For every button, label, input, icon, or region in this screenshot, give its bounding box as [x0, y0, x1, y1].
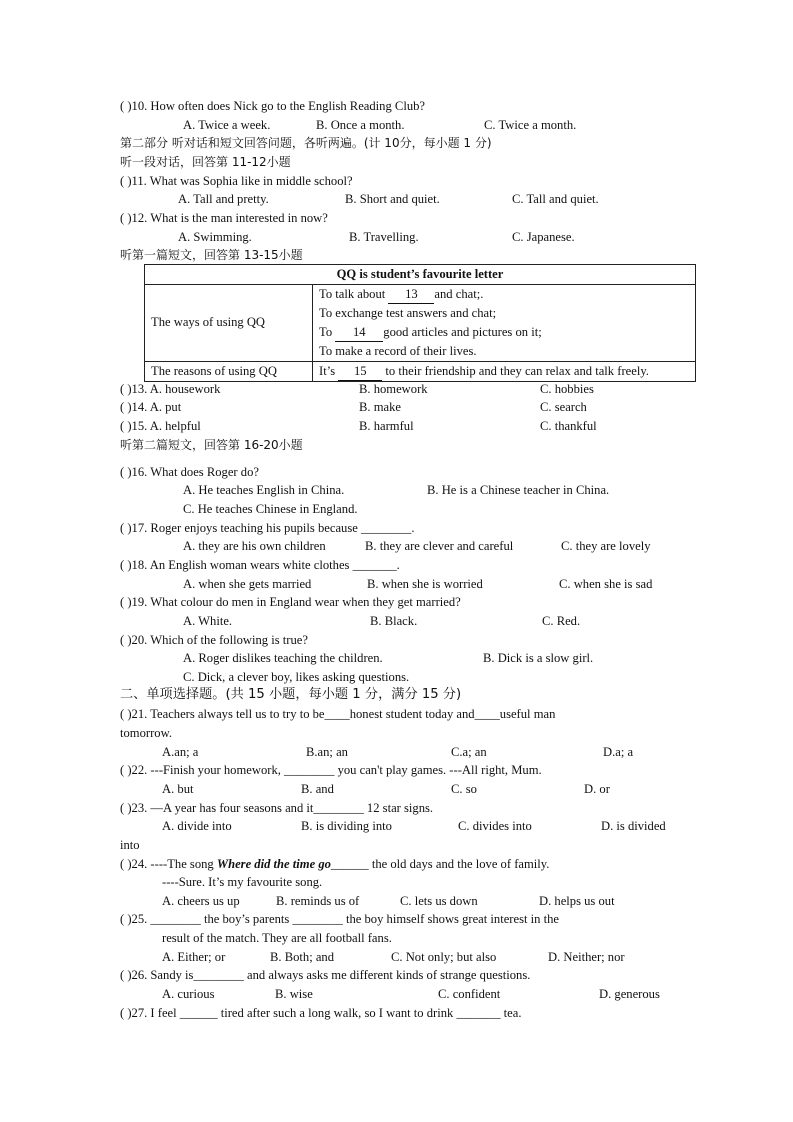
q20-option-b: B. Dick is a slow girl.: [483, 651, 594, 665]
q26-option-b: B. wise: [275, 987, 313, 1001]
q19-option-a: A. White.: [183, 614, 233, 628]
q26-option-c: C. confident: [438, 987, 501, 1001]
qq-table: [144, 264, 696, 382]
q14-stem: ( )14. A. put: [120, 400, 182, 414]
q23-option-c: C. divides into: [458, 819, 532, 833]
q10-option-a: A. Twice a week.: [183, 118, 271, 132]
q12-stem: ( )12. What is the man interested in now?: [120, 211, 328, 225]
q14-option-c: C. search: [540, 400, 587, 414]
q22-option-c: C. so: [451, 782, 477, 796]
q15-option-c: C. thankful: [540, 419, 597, 433]
q24-option-d: D. helps us out: [539, 894, 615, 908]
q11-stem: ( )11. What was Sophia like in middle school?: [120, 174, 353, 188]
q21-option-d: D.a; a: [603, 745, 634, 759]
q10-stem: ( )10. How often does Nick go to the English Reading Club?: [120, 99, 425, 113]
q25-option-b: B. Both; and: [270, 950, 335, 964]
q21-option-a: A.an; a: [162, 745, 199, 759]
song-title: Where did the time go: [216, 857, 331, 871]
q11-option-c: C. Tall and quiet.: [512, 192, 599, 206]
q24-reply: ----Sure. It’s my favourite song.: [162, 875, 323, 889]
q19-option-b: B. Black.: [370, 614, 418, 628]
q16-option-c: C. He teaches Chinese in England.: [183, 502, 358, 516]
q22-stem: ( )22. ---Finish your homework, ________ you can't play games. ---All right, Mum.: [120, 763, 542, 777]
q11-option-b: B. Short and quiet.: [345, 192, 440, 206]
table-row2-label: The reasons of using QQ: [145, 361, 313, 382]
q24-option-c: C. lets us down: [400, 894, 478, 908]
table-title: QQ is student’s favourite letter: [145, 265, 696, 285]
part2-heading: 第二部分 听对话和短文回答问题，各听两遍。(计 10分，每小题 1 分): [120, 136, 492, 150]
q22-option-a: A. but: [162, 782, 194, 796]
q20-option-a: A. Roger dislikes teaching the children.: [183, 651, 383, 665]
q17-option-a: A. they are his own children: [183, 539, 326, 553]
q24-option-b: B. reminds us of: [276, 894, 360, 908]
q23-option-b: B. is dividing into: [301, 819, 392, 833]
q18-stem: ( )18. An English woman wears white clothes _______.: [120, 558, 400, 572]
q25-stem: ( )25. ________ the boy’s parents ________ the boy himself shows great interest in the: [120, 912, 559, 926]
q12-option-b: B. Travelling.: [349, 230, 419, 244]
blank-13: 13: [388, 285, 434, 305]
q27-stem: ( )27. I feel ______ tired after such a long walk, so I want to drink _______ tea.: [120, 1006, 522, 1020]
q25-option-a: A. Either; or: [162, 950, 226, 964]
q21-stem: ( )21. Teachers always tell us to try to be____honest student today and____useful man: [120, 707, 556, 721]
q23-continued: into: [120, 838, 140, 852]
q23-option-d: D. is divided: [601, 819, 666, 833]
q24-stem: ( )24. ----The song Where did the time go______ the old days and the love of family.: [120, 857, 550, 871]
q18-option-b: B. when she is worried: [367, 577, 483, 591]
q13-option-c: C. hobbies: [540, 382, 594, 396]
q20-stem: ( )20. Which of the following is true?: [120, 633, 308, 647]
q25-option-c: C. Not only; but also: [391, 950, 497, 964]
q20-option-c: C. Dick, a clever boy, likes asking questions.: [183, 670, 410, 684]
q24-option-a: A. cheers us up: [162, 894, 240, 908]
q10-option-b: B. Once a month.: [316, 118, 405, 132]
table-row1-label: The ways of using QQ: [145, 284, 313, 361]
q16-stem: ( )16. What does Roger do?: [120, 465, 259, 479]
q23-stem: ( )23. —A year has four seasons and it________ 12 star signs.: [120, 801, 434, 815]
q12-option-c: C. Japanese.: [512, 230, 575, 244]
q26-option-d: D. generous: [599, 987, 660, 1001]
q21-continued: tomorrow.: [120, 726, 172, 740]
q11-option-a: A. Tall and pretty.: [178, 192, 269, 206]
q25-option-d: D. Neither; nor: [548, 950, 625, 964]
section2-heading: 二、单项选择题。(共 15 小题，每小题 1 分，满分 15 分): [120, 687, 462, 702]
passage1-heading: 听第一篇短文，回答第 13-15小题: [120, 248, 303, 262]
blank-14: 14: [335, 323, 383, 343]
q19-stem: ( )19. What colour do men in England wear when they get married?: [120, 595, 461, 609]
table-row2-content: It’s 15 to their friendship and they can relax and talk freely.: [313, 361, 696, 382]
q13-option-b: B. homework: [359, 382, 428, 396]
q18-option-c: C. when she is sad: [559, 577, 653, 591]
passage2-heading: 听第二篇短文，回答第 16-20小题: [120, 438, 303, 452]
q25-continued: result of the match. They are all football fans.: [162, 931, 392, 945]
q21-option-c: C.a; an: [451, 745, 487, 759]
table-row1-content: To talk about 13 and chat;. To exchange test answers and chat; To 14 good articles and pictures on it; To make a record of their lives.: [313, 284, 696, 361]
q23-option-a: A. divide into: [162, 819, 232, 833]
q13-stem: ( )13. A. housework: [120, 382, 221, 396]
q26-option-a: A. curious: [162, 987, 215, 1001]
q19-option-c: C. Red.: [542, 614, 581, 628]
q22-option-b: B. and: [301, 782, 334, 796]
q16-option-b: B. He is a Chinese teacher in China.: [427, 483, 610, 497]
q17-stem: ( )17. Roger enjoys teaching his pupils because ________.: [120, 521, 415, 535]
blank-15: 15: [338, 362, 382, 382]
q18-option-a: A. when she gets married: [183, 577, 312, 591]
q16-option-a: A. He teaches English in China.: [183, 483, 345, 497]
q12-option-a: A. Swimming.: [178, 230, 252, 244]
q15-option-b: B. harmful: [359, 419, 414, 433]
q17-option-b: B. they are clever and careful: [365, 539, 514, 553]
q17-option-c: C. they are lovely: [561, 539, 651, 553]
q10-option-c: C. Twice a month.: [484, 118, 577, 132]
q21-option-b: B.an; an: [306, 745, 348, 759]
dialog-heading: 听一段对话，回答第 11-12小题: [120, 155, 291, 169]
q22-option-d: D. or: [584, 782, 610, 796]
q14-option-b: B. make: [359, 400, 401, 414]
q15-stem: ( )15. A. helpful: [120, 419, 201, 433]
q26-stem: ( )26. Sandy is________ and always asks me different kinds of strange questions.: [120, 968, 531, 982]
